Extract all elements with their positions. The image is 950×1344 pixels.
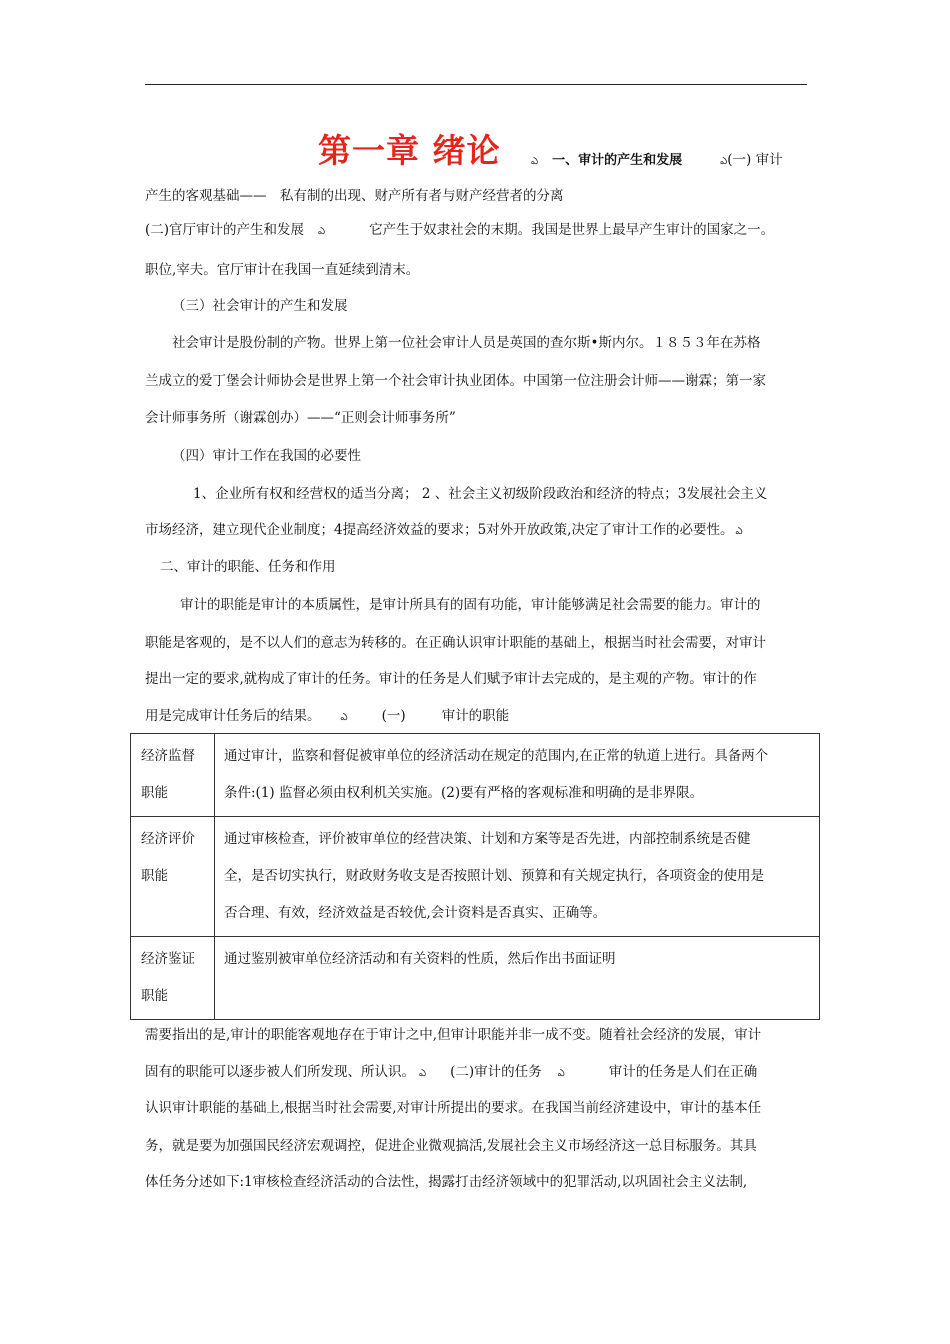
text-line	[145, 520, 757, 542]
text-line: 务，就是要为加强国民经济宏观调控，促进企业微观搞活,发展社会主义市场经济这一总目标服务。其具	[145, 1138, 757, 1154]
anchor-icon: ఎ	[419, 1068, 427, 1079]
function-name-cell	[131, 734, 215, 817]
cell-text: 经济鉴证	[141, 951, 195, 967]
text-segment: 市场经济，建立现代企业制度；4提高经济效益的要求；5对外开放政策,决定了审计工作的必要性。	[145, 522, 734, 538]
section-heading-2: 二、审计的职能、任务和作用	[160, 559, 336, 575]
text-line: 产生的客观基础—— 私有制的出现、财产所有者与财产经营者的分离	[145, 188, 564, 204]
table-row	[131, 734, 820, 817]
anchor-icon: ఎ	[340, 712, 348, 723]
anchor-icon: ఎ	[720, 156, 728, 167]
anchor-icon: ఎ	[531, 156, 539, 167]
text-segment: 固有的职能可以逐步被人们所发现、所认识。	[145, 1064, 415, 1080]
text-line	[145, 220, 774, 242]
function-desc-cell	[215, 937, 820, 1020]
chapter-title: 第一章 绪论	[318, 131, 501, 170]
text-line	[145, 1062, 757, 1084]
cell-text: 通过鉴别被审单位经济活动和有关资料的性质，然后作出书面证明	[224, 951, 616, 967]
text-line: 提出一定的要求,就构成了审计的任务。审计的任务是人们赋予审计去完成的，是主观的产物。审计的作	[145, 671, 757, 687]
function-desc-cell	[215, 734, 820, 817]
header-rule	[145, 84, 807, 85]
cell-text: 否合理、有效，经济效益是否较优,会计资料是否真实、正确等。	[224, 905, 607, 921]
text-line: 审计的职能是审计的本质属性，是审计所具有的固有功能，审计能够满足社会需要的能力。审计的	[180, 597, 761, 613]
subsection-label: (二)审计的任务	[450, 1064, 542, 1080]
text-segment: 用是完成审计任务后的结果。	[145, 708, 321, 724]
function-desc-cell	[215, 817, 820, 937]
table-row	[131, 817, 820, 937]
cell-text: 职能	[141, 988, 168, 1004]
text-line: 职能是客观的，是不以人们的意志为转移的。在正确认识审计职能的基础上，根据当时社会需要，对审计	[145, 635, 766, 651]
subsection-2-label: (二)官厅审计的产生和发展	[145, 222, 305, 238]
function-name-cell	[131, 817, 215, 937]
cell-text: 全，是否切实执行，财政财务收支是否按照计划、预算和有关规定执行，各项资金的使用是	[224, 868, 764, 884]
cell-text: 职能	[141, 785, 168, 801]
cell-text: 通过审核检查，评价被审单位的经营决策、计划和方案等是否先进，内部控制系统是否健	[224, 831, 751, 847]
section-heading-1: 一、审计的产生和发展	[552, 153, 683, 168]
table-row	[131, 937, 820, 1020]
text-line: 社会审计是股份制的产物。世界上第一位社会审计人员是英国的查尔斯•斯内尔。１８５３年在苏格	[172, 335, 761, 351]
subsection-3-heading: （三）社会审计的产生和发展	[172, 298, 348, 314]
cell-text: 经济评价	[141, 831, 195, 847]
text-line	[145, 706, 509, 728]
text-segment: 审计的任务是人们在正确	[608, 1064, 758, 1080]
text-segment: 它产生于奴隶社会的末期。我国是世界上最早产生审计的国家之一。	[369, 222, 775, 238]
text-line: 兰成立的爱丁堡会计师协会是世界上第一个社会审计执业团体。中国第一位注册会计师——谢霖；第一家	[145, 373, 766, 389]
anchor-icon: ఎ	[557, 1068, 565, 1079]
text-line: 需要指出的是,审计的职能客观地存在于审计之中,但审计职能并非一成不变。随着社会经济的发展，审计	[145, 1027, 762, 1043]
subsection-1-label: (一) 审计	[727, 152, 783, 168]
anchor-icon: ఎ	[318, 226, 326, 237]
title-line	[523, 150, 783, 172]
cell-text: 经济监督	[141, 748, 195, 764]
cell-text: 通过审计，监察和督促被审单位的经济活动在规定的范围内,在正常的轨道上进行。具备两个	[224, 748, 769, 764]
text-line: 职位,宰夫。官厅审计在我国一直延续到清末。	[145, 262, 420, 278]
text-line: 认识审计职能的基础上,根据当时社会需要,对审计所提出的要求。在我国当前经济建设中，审计的基本任	[145, 1100, 762, 1116]
subsection-title: 审计的职能	[441, 708, 510, 724]
text-line: 会计师事务所（谢霖创办）——“正则会计师事务所”	[145, 410, 456, 426]
subsection-label: (一)	[381, 708, 406, 724]
function-name-cell	[131, 937, 215, 1020]
cell-text: 条件:(1) 监督必须由权利机关实施。(2)要有严格的客观标准和明确的是非界限。	[224, 785, 704, 801]
text-line: 体任务分述如下:1审核检查经济活动的合法性，揭露打击经济领域中的犯罪活动,以巩固社会主义法制,	[145, 1174, 748, 1190]
anchor-icon: ఎ	[735, 526, 743, 537]
text-line: 1、企业所有权和经营权的适当分离； 2 、社会主义初级阶段政治和经济的特点；3发展社会主义	[193, 486, 768, 502]
subsection-4-heading: （四）审计工作在我国的必要性	[172, 448, 361, 464]
audit-functions-table	[130, 733, 820, 1020]
cell-text: 职能	[141, 868, 168, 884]
